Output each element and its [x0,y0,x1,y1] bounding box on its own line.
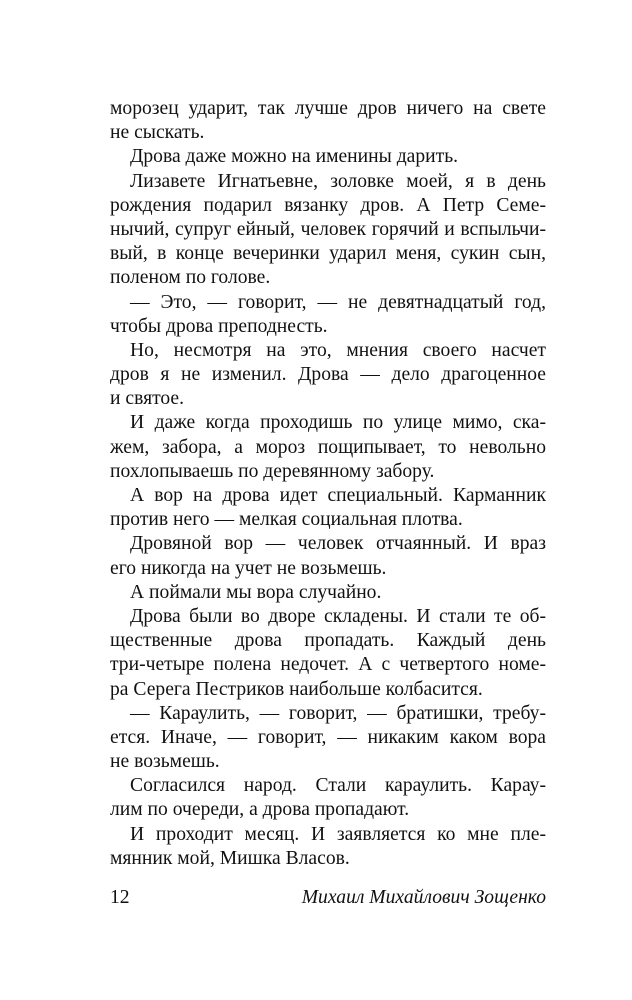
text-line-20: его никогда на учет не возьмешь. [110,557,387,579]
text-line-2: не сыскать. [110,122,205,144]
text-line-13: и святое. [110,388,185,410]
text-line-21: А поймали мы вора случайно. [130,581,382,603]
text-line-29: Согласился народ. Стали караулить. Карау- [130,775,546,797]
text-line-3: Дрова даже можно на именины дарить. [130,146,459,168]
text-line-11: Но, несмотря на это, мнения своего насчет [130,339,546,361]
text-line-31: И проходит месяц. И заявляется ко мне пле- [130,823,546,845]
text-line-7: вый, в конце вечеринки ударил меня, сукин сын, [110,243,546,265]
running-head-author: Михаил Михайлович Зощенко [301,887,546,908]
page-body [110,97,546,871]
text-line-28: не возьмешь. [110,751,220,773]
text-line-19: Дровяной вор — человек отчаянный. И враз [130,533,546,555]
text-line-8: поленом по голове. [110,267,271,289]
page-footer [110,887,546,913]
text-line-23: щественные дрова пропадать. Каждый день [110,630,546,652]
page-number: 12 [110,887,130,908]
text-line-10: чтобы дрова преподнесть. [110,315,328,337]
text-line-14: И даже когда проходишь по улице мимо, ска- [130,412,546,434]
text-line-30: лим по очереди, а дрова пропадают. [110,799,410,821]
text-line-1: морозец ударит, так лучше дров ничего на свете [110,98,546,119]
text-line-17: А вор на дрова идет специальный. Карманник [130,485,546,506]
text-line-12: дров я не изменил. Дрова — дело драгоценное [110,364,546,386]
text-line-4: Лизавете Игнатьевне, золовке моей, я в день [130,170,546,192]
text-line-5: рождения подарил вязанку дров. А Петр Семе- [110,194,546,216]
text-line-16: похлопываешь по деревянному забору. [110,460,435,482]
text-line-18: против него — мелкая социальная плотва. [110,509,463,531]
text-line-24: три-четыре полена недочет. А с четвертого номе- [110,654,546,676]
text-line-9: — Это, — говорит, — не девятнадцатый год, [130,291,546,313]
text-line-6: нычий, супруг ейный, человек горячий и вспыльчи- [110,218,546,240]
text-line-26: — Караулить, — говорит, — братишки, требу- [130,702,546,724]
text-line-27: ется. Иначе, — говорит, — никаким каком вора [110,726,546,748]
text-line-32: мянник мой, Мишка Власов. [110,847,350,869]
text-line-25: ра Серега Пестриков наибольше колбасится. [110,678,483,700]
text-line-22: Дрова были во дворе складены. И стали те об- [130,605,546,627]
text-line-15: жем, забора, а мороз пощипывает, то невольно [110,436,546,458]
